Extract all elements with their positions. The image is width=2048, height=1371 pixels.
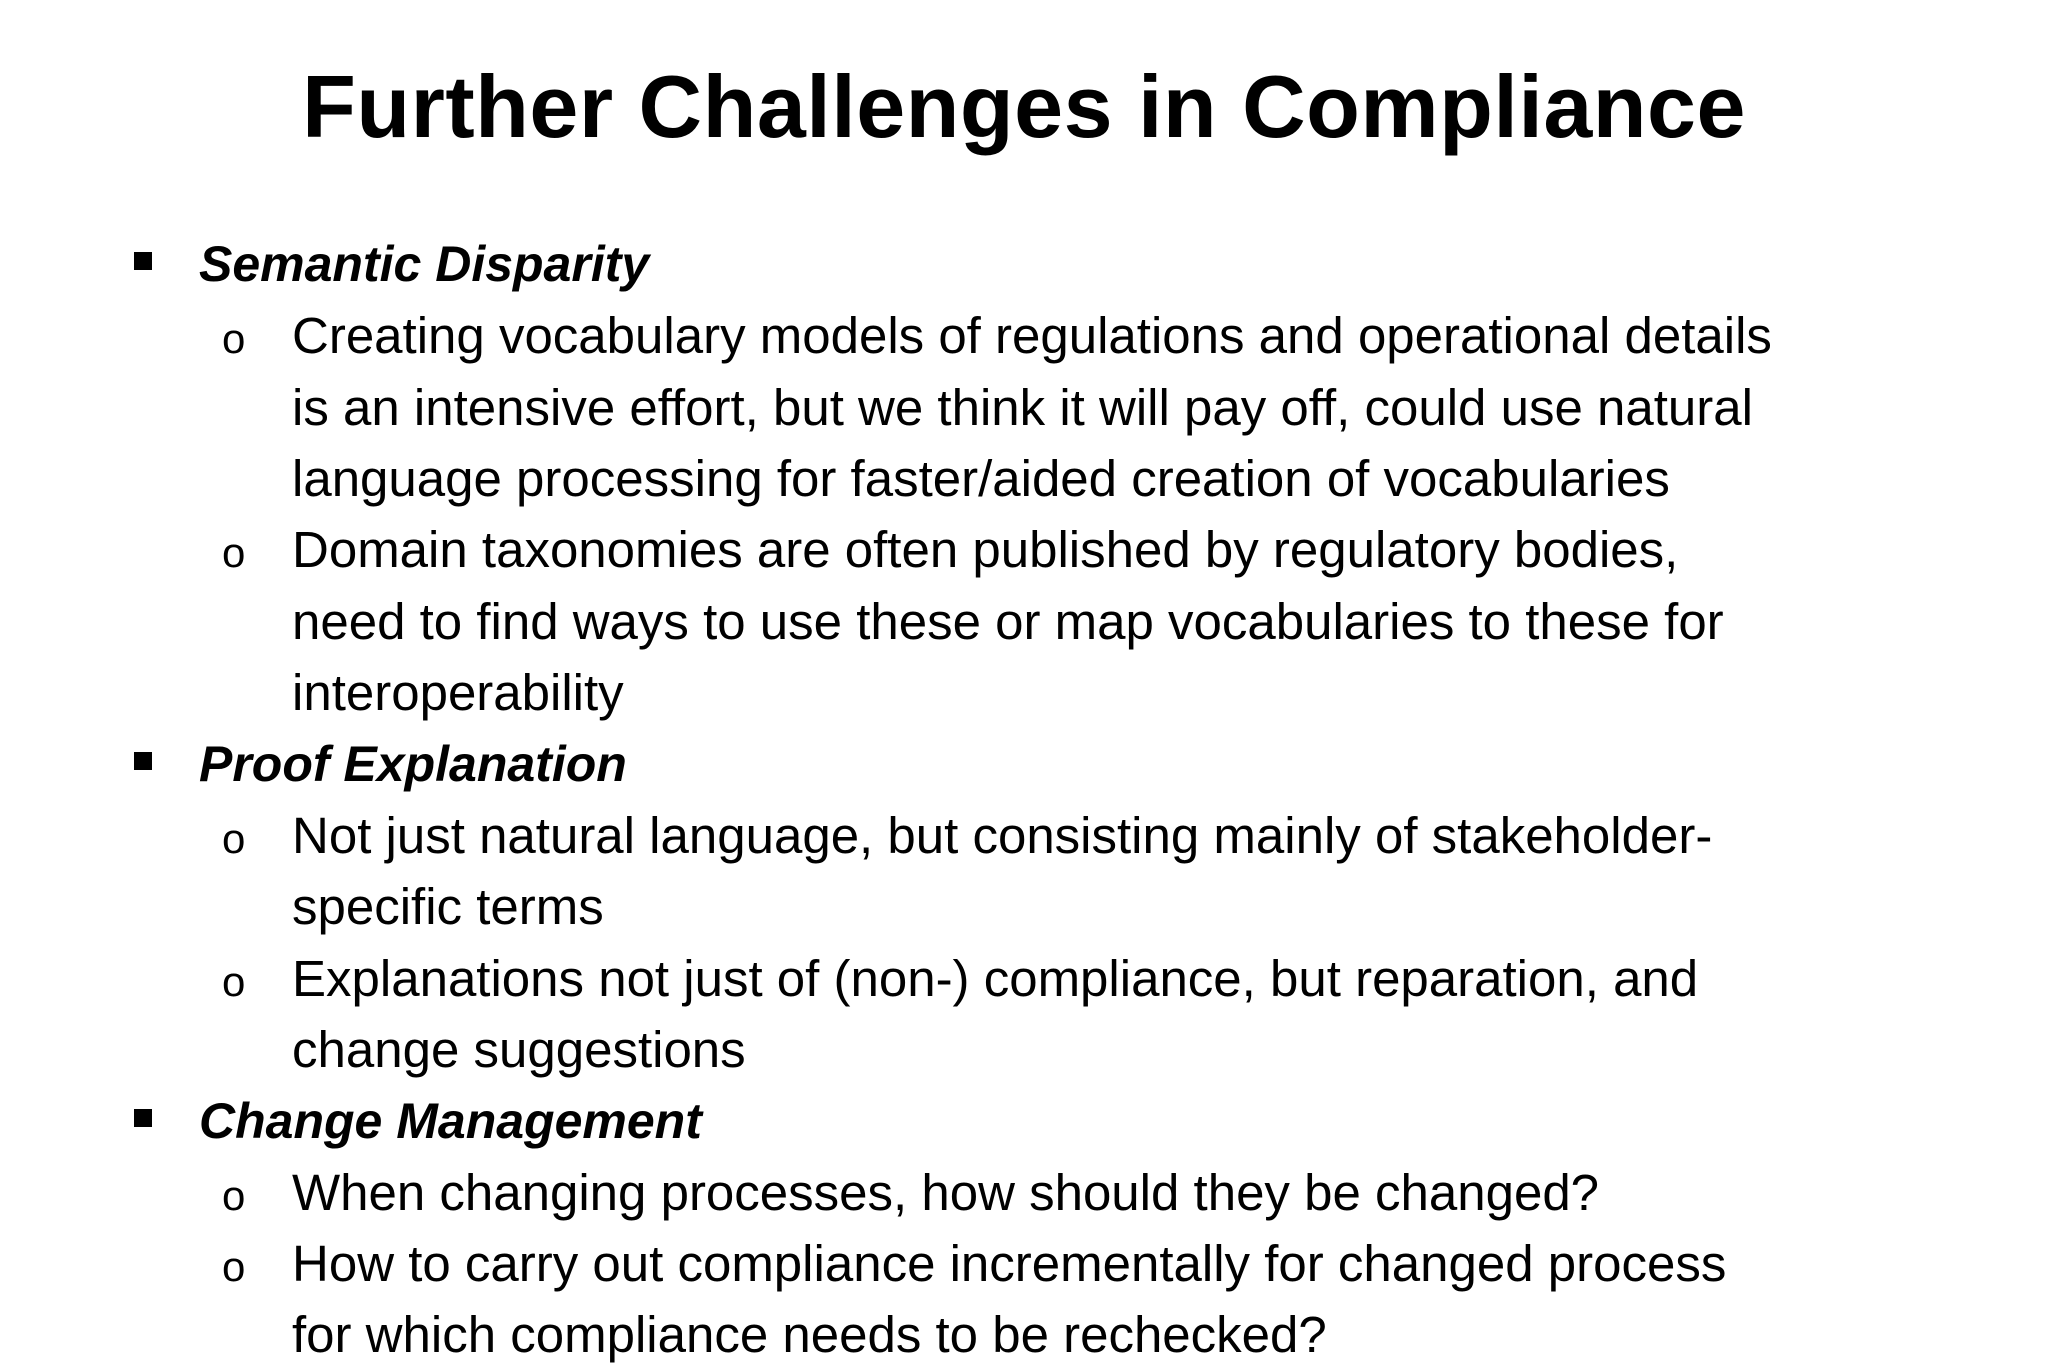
list-item	[0, 1228, 2048, 1300]
list-item	[0, 514, 2048, 586]
list-item-line: need to find ways to use these or map vocabularies to these for	[292, 593, 1724, 650]
circle-bullet-icon: o	[222, 1172, 246, 1219]
circle-bullet-icon: o	[222, 958, 246, 1005]
list-item-continuation	[0, 443, 2048, 515]
list-item	[0, 300, 2048, 372]
list-item-line: How to carry out compliance incrementally for changed process	[292, 1235, 1727, 1292]
list-item-line: interoperability	[292, 664, 624, 721]
list-item-line: language processing for faster/aided creation of vocabularies	[292, 450, 1670, 507]
list-item-continuation	[0, 1014, 2048, 1086]
circle-bullet-icon: o	[222, 315, 246, 362]
list-item-continuation	[0, 372, 2048, 444]
section-heading-text: Semantic Disparity	[199, 236, 650, 292]
section-heading-change-management	[0, 1085, 2048, 1157]
circle-bullet-icon: o	[222, 529, 246, 576]
list-item	[0, 1157, 2048, 1229]
square-bullet-icon	[134, 752, 152, 770]
square-bullet-icon	[134, 252, 152, 270]
list-item-line: change suggestions	[292, 1021, 746, 1078]
list-item-line: Explanations not just of (non-) compliance, but reparation, and	[292, 950, 1699, 1007]
circle-bullet-icon: o	[222, 1243, 246, 1290]
list-item-line: When changing processes, how should they be changed?	[292, 1164, 1600, 1221]
list-item-line: Not just natural language, but consisting mainly of stakeholder-	[292, 807, 1713, 864]
list-item	[0, 800, 2048, 872]
list-item-continuation	[0, 1299, 2048, 1371]
list-item-continuation	[0, 586, 2048, 658]
square-bullet-icon	[134, 1109, 152, 1127]
section-heading-text: Proof Explanation	[199, 736, 627, 792]
list-item-continuation	[0, 657, 2048, 729]
list-item-continuation	[0, 871, 2048, 943]
list-item-line: Creating vocabulary models of regulations and operational details	[292, 307, 1772, 364]
section-heading-proof-explanation	[0, 728, 2048, 800]
circle-bullet-icon: o	[222, 815, 246, 862]
list-item-line: specific terms	[292, 878, 604, 935]
section-heading-text: Change Management	[199, 1093, 702, 1149]
slide-title: Further Challenges in Compliance	[302, 57, 1746, 156]
list-item	[0, 943, 2048, 1015]
list-item-line: Domain taxonomies are often published by regulatory bodies,	[292, 521, 1679, 578]
list-item-line: is an intensive effort, but we think it will pay off, could use natural	[292, 379, 1753, 436]
list-item-line: for which compliance needs to be rechecked?	[292, 1306, 1327, 1363]
section-heading-semantic-disparity	[0, 228, 2048, 300]
